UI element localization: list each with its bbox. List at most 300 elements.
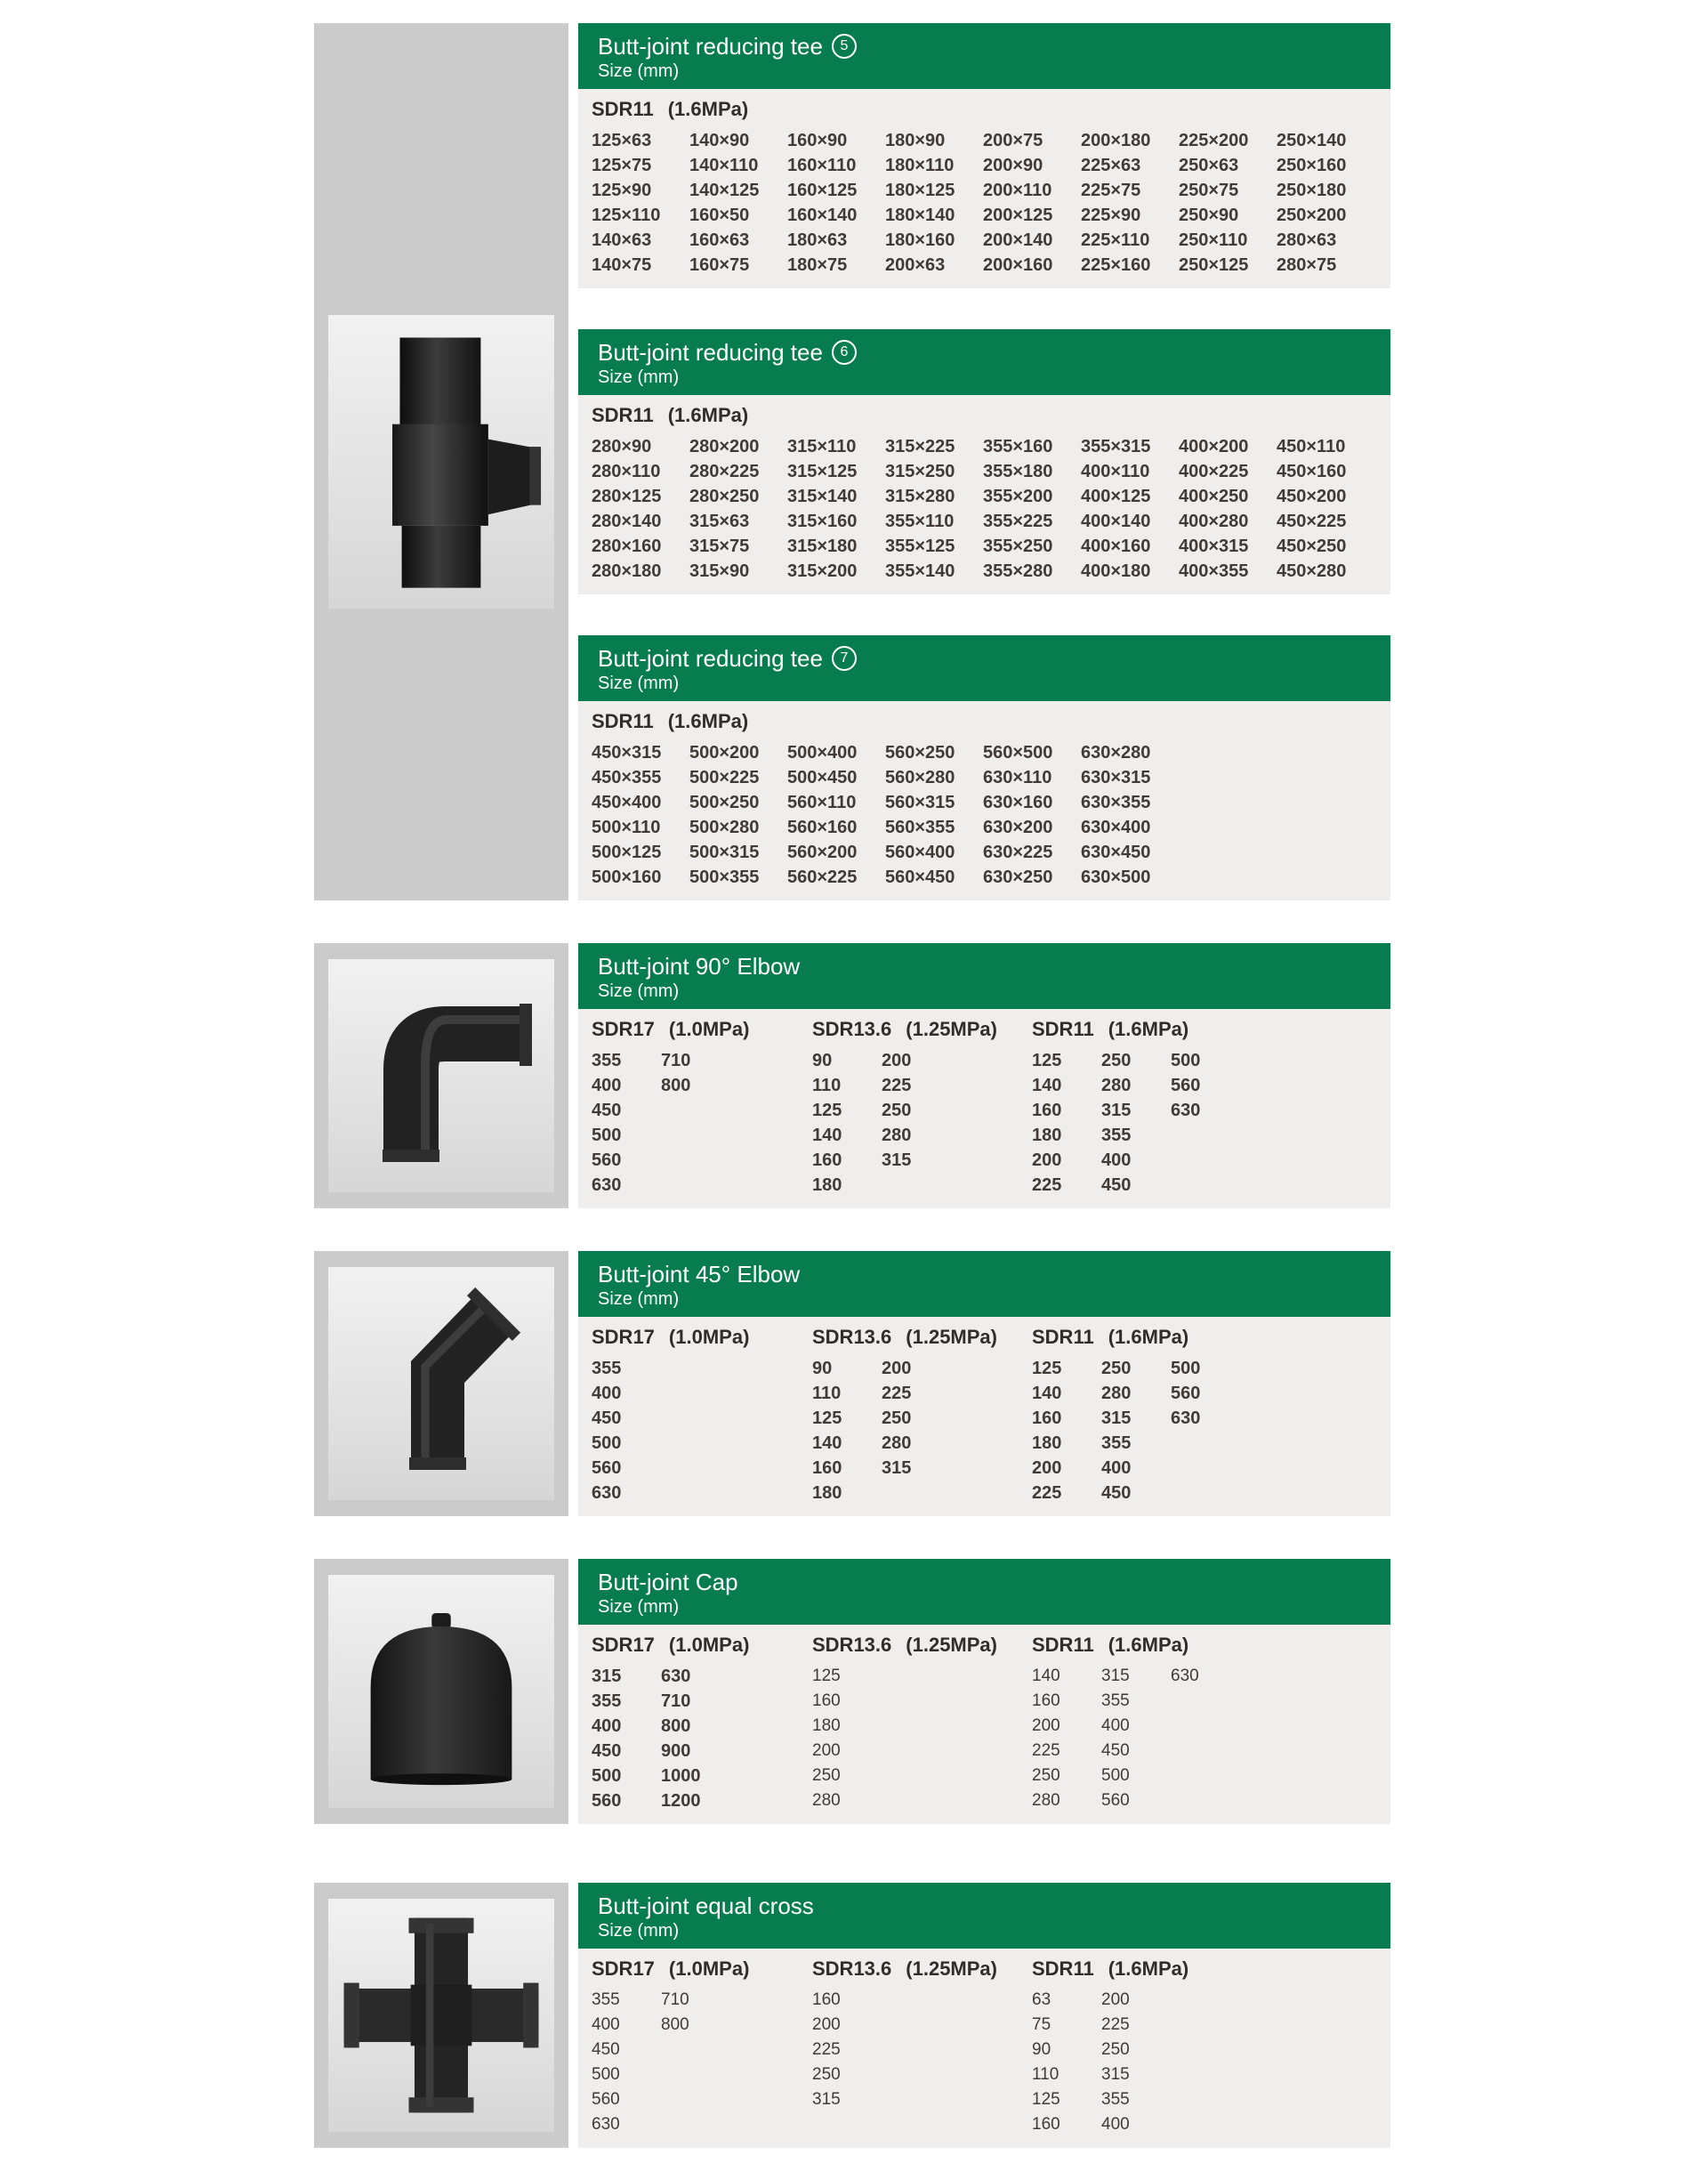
- spec-pressure: (1.6MPa): [667, 710, 749, 732]
- size-value: 140×90: [689, 131, 750, 150]
- size-value: 710: [661, 1691, 691, 1711]
- size-value: 1200: [661, 1791, 701, 1811]
- circled-number-badge: 7: [832, 646, 857, 671]
- product-photo-frame: [328, 959, 554, 1192]
- size-unit-label: Size (mm): [598, 981, 680, 1001]
- size-value: 160: [1032, 1101, 1062, 1120]
- size-value: 400×355: [1179, 561, 1249, 581]
- product-section: [578, 1559, 1390, 1824]
- size-value: 400×315: [1179, 537, 1249, 556]
- section-header: [578, 1251, 1390, 1317]
- size-value: 355×110: [885, 512, 955, 531]
- size-value: 450×250: [1277, 537, 1347, 556]
- size-value: 355×225: [983, 512, 1053, 531]
- size-value: 90: [1032, 2040, 1051, 2059]
- size-value: 500: [1171, 1359, 1201, 1378]
- spec-pressure: (1.6MPa): [667, 98, 749, 120]
- size-value: 63: [1032, 1990, 1051, 2009]
- size-column: [1032, 1988, 1101, 2137]
- size-value: 630×355: [1081, 793, 1151, 812]
- size-value: 180: [1032, 1126, 1062, 1145]
- size-value: 560: [592, 1458, 622, 1478]
- spec-name: SDR17: [592, 1957, 655, 1980]
- size-value: 200×75: [983, 131, 1043, 150]
- size-value: 160: [1032, 2115, 1060, 2134]
- size-value: 450×200: [1277, 487, 1347, 506]
- spec-group: [1032, 1632, 1390, 1813]
- size-value: 250: [812, 2065, 841, 2084]
- reducing-tee-illustration: [336, 330, 546, 593]
- size-unit-label: Size (mm): [598, 1289, 680, 1309]
- size-value: 250×110: [1179, 230, 1248, 250]
- size-value: 500: [592, 1126, 622, 1145]
- size-value: 560: [592, 2090, 620, 2109]
- size-value: 450×160: [1277, 462, 1347, 481]
- size-value: 280: [882, 1433, 912, 1453]
- size-value: 225: [882, 1384, 912, 1403]
- section-header: [578, 1883, 1390, 1949]
- size-value: 355: [592, 1051, 622, 1070]
- elbow-90-illustration: [339, 973, 544, 1178]
- size-column: [1179, 128, 1277, 278]
- size-value: 140×75: [592, 255, 652, 275]
- size-value: 630×225: [983, 843, 1053, 862]
- size-value: 630×450: [1081, 843, 1151, 862]
- size-value: 160: [812, 1691, 841, 1710]
- size-value: 630×200: [983, 818, 1053, 837]
- size-value: 140×110: [689, 156, 759, 175]
- product-group: [314, 23, 1708, 900]
- size-value: 315: [812, 2090, 841, 2109]
- size-value: 560×200: [787, 843, 858, 862]
- size-value: 500×110: [592, 818, 661, 837]
- size-value: 500×250: [689, 793, 760, 812]
- size-table: [578, 395, 1390, 594]
- spec-name: SDR11: [1032, 1957, 1094, 1980]
- section-header: [578, 635, 1390, 701]
- size-value: 500: [592, 1433, 622, 1453]
- spec-pressure: (1.6MPa): [1108, 1326, 1189, 1348]
- size-value: 250: [882, 1408, 912, 1428]
- size-value: 315×90: [689, 561, 750, 581]
- size-value: 125: [1032, 1359, 1062, 1378]
- size-value: 315×225: [885, 437, 955, 456]
- size-value: 200: [1032, 1150, 1062, 1170]
- size-value: 180×110: [885, 156, 955, 175]
- size-column: [1179, 434, 1277, 584]
- size-value: 500×355: [689, 868, 760, 887]
- section-title: Butt-joint 90° Elbow: [598, 953, 801, 980]
- size-value: 125×63: [592, 131, 652, 150]
- size-unit-label: Size (mm): [598, 1597, 680, 1617]
- size-value: 560: [592, 1150, 622, 1170]
- size-value: 400: [1101, 1150, 1132, 1170]
- size-value: 560×450: [885, 868, 955, 887]
- size-value: 90: [812, 1359, 833, 1378]
- size-value: 450×280: [1277, 561, 1347, 581]
- size-column: [1081, 434, 1179, 584]
- size-value: 315: [882, 1150, 912, 1170]
- size-value: 280: [812, 1791, 841, 1810]
- size-value: 225×200: [1179, 131, 1249, 150]
- spec-header: [1032, 1016, 1390, 1043]
- size-value: 500×125: [592, 843, 662, 862]
- spec-pressure: (1.25MPa): [906, 1326, 997, 1348]
- size-value: 315×250: [885, 462, 955, 481]
- size-unit-label: Size (mm): [598, 674, 680, 693]
- size-column: [1032, 1664, 1101, 1813]
- size-value: 450×400: [592, 793, 662, 812]
- size-value: 250×63: [1179, 156, 1239, 175]
- size-column: [983, 434, 1081, 584]
- size-value: 250: [1101, 1051, 1132, 1070]
- size-value: 355×200: [983, 487, 1053, 506]
- size-value: 315: [592, 1667, 622, 1686]
- size-value: 225: [1032, 1483, 1062, 1503]
- size-value: 225×90: [1081, 206, 1141, 225]
- size-value: 630: [1171, 1408, 1201, 1428]
- size-value: 315×140: [787, 487, 858, 506]
- size-value: 500: [592, 1766, 622, 1786]
- size-value: 400×160: [1081, 537, 1151, 556]
- size-column: [592, 434, 689, 584]
- size-value: 125: [1032, 1051, 1062, 1070]
- size-value: 250×125: [1179, 255, 1249, 275]
- size-value: 560×160: [787, 818, 858, 837]
- equal-cross-photo: [314, 1883, 568, 2148]
- size-value: 250: [1101, 1359, 1132, 1378]
- size-value: 450: [592, 1408, 622, 1428]
- spec-group: [1032, 1016, 1390, 1198]
- size-value: 110: [812, 1384, 842, 1403]
- section-title: Butt-joint 45° Elbow: [598, 1261, 801, 1287]
- product-section: [578, 329, 1390, 594]
- size-column: [1032, 1048, 1101, 1198]
- size-column: [661, 1664, 730, 1813]
- spec-header: [592, 1632, 812, 1659]
- size-value: 500×160: [592, 868, 662, 887]
- size-value: 450×110: [1277, 437, 1346, 456]
- size-value: 630: [592, 1483, 622, 1503]
- spec-name: SDR13.6: [812, 1018, 892, 1040]
- size-column: [1171, 1048, 1240, 1198]
- size-value: 400: [1101, 2115, 1130, 2134]
- size-value: 140×63: [592, 230, 652, 250]
- size-table: [578, 1625, 1390, 1824]
- size-value: 250×90: [1179, 206, 1239, 225]
- size-value: 710: [661, 1990, 689, 2009]
- size-value: 500: [592, 2065, 620, 2084]
- size-value: 1000: [661, 1766, 701, 1786]
- spec-pressure: (1.6MPa): [1108, 1634, 1189, 1656]
- spec-group: [812, 1016, 1032, 1198]
- size-value: 355×315: [1081, 437, 1151, 456]
- reducing-tee-photo: [314, 23, 568, 900]
- spec-header: [1032, 1632, 1390, 1659]
- size-value: 250: [1032, 1766, 1060, 1785]
- size-value: 280: [1101, 1384, 1132, 1403]
- size-value: 200×180: [1081, 131, 1151, 150]
- size-column: [787, 740, 885, 890]
- size-value: 160×140: [787, 206, 858, 225]
- size-column: [592, 740, 689, 890]
- size-value: 450×355: [592, 768, 662, 787]
- size-value: 75: [1032, 2015, 1051, 2034]
- size-column: [983, 740, 1081, 890]
- size-value: 140×125: [689, 181, 760, 200]
- size-value: 630×160: [983, 793, 1053, 812]
- size-table: [578, 1317, 1390, 1516]
- size-value: 250: [1101, 2040, 1130, 2059]
- product-section: [578, 1251, 1390, 1516]
- spec-pressure: (1.6MPa): [667, 404, 749, 426]
- product-section: [578, 943, 1390, 1208]
- spec-header: [1032, 1324, 1390, 1351]
- cap-photo: [314, 1559, 568, 1824]
- size-value: 400×140: [1081, 512, 1151, 531]
- size-column: [1032, 1356, 1101, 1505]
- size-value: 110: [1032, 2065, 1059, 2084]
- size-value: 200: [1101, 1990, 1130, 2009]
- size-value: 315×180: [787, 537, 858, 556]
- spec-name: SDR11: [1032, 1326, 1094, 1348]
- size-value: 200: [882, 1051, 912, 1070]
- size-value: 250: [882, 1101, 912, 1120]
- size-value: 630×315: [1081, 768, 1151, 787]
- size-value: 355: [1101, 1691, 1130, 1710]
- size-value: 180×90: [885, 131, 946, 150]
- size-value: 630×400: [1081, 818, 1151, 837]
- size-column: [1081, 128, 1179, 278]
- size-value: 400: [592, 1076, 622, 1095]
- size-value: 630: [1171, 1667, 1199, 1685]
- size-value: 315: [1101, 1667, 1130, 1685]
- size-value: 200: [1032, 1458, 1062, 1478]
- size-value: 450: [592, 2040, 620, 2059]
- size-value: 225: [1032, 1741, 1060, 1760]
- size-value: 450×225: [1277, 512, 1347, 531]
- size-column: [592, 1048, 661, 1198]
- size-value: 200×63: [885, 255, 946, 275]
- size-value: 280×160: [592, 537, 662, 556]
- section-header: [578, 943, 1390, 1009]
- spec-name: SDR11: [592, 404, 654, 426]
- size-value: 355×140: [885, 561, 955, 581]
- size-value: 280×200: [689, 437, 760, 456]
- size-value: 180×63: [787, 230, 848, 250]
- size-value: 355: [592, 1691, 622, 1711]
- spec-header: [812, 1016, 1032, 1043]
- size-value: 500×225: [689, 768, 760, 787]
- spec-group: [592, 1632, 812, 1813]
- size-table: [578, 89, 1390, 288]
- size-value: 355×125: [885, 537, 955, 556]
- spec-group: [592, 1956, 812, 2137]
- size-value: 250×200: [1277, 206, 1347, 225]
- size-value: 180: [812, 1716, 841, 1735]
- size-value: 560×315: [885, 793, 955, 812]
- size-value: 500: [1171, 1051, 1201, 1070]
- spec-header: [592, 1324, 812, 1351]
- section-header: [578, 23, 1390, 89]
- size-value: 200: [1032, 1716, 1060, 1735]
- size-value: 400: [592, 1384, 622, 1403]
- spec-name: SDR13.6: [812, 1957, 892, 1980]
- elbow-45-illustration: [339, 1281, 544, 1486]
- size-value: 225×75: [1081, 181, 1141, 200]
- size-value: 630×250: [983, 868, 1053, 887]
- size-column: [1101, 1664, 1171, 1813]
- size-column: [1101, 1356, 1171, 1505]
- size-value: 315×125: [787, 462, 858, 481]
- size-value: 160×50: [689, 206, 750, 225]
- size-column: [661, 1048, 730, 1198]
- size-value: 800: [661, 1716, 691, 1736]
- spec-header: [1032, 1956, 1390, 1982]
- product-group: [314, 1251, 1708, 1516]
- spec-header: [592, 96, 1390, 123]
- size-value: 160: [812, 1458, 842, 1478]
- size-value: 140: [1032, 1667, 1060, 1685]
- size-value: 280: [1101, 1076, 1132, 1095]
- size-column: [1081, 740, 1179, 890]
- size-value: 630×110: [983, 768, 1052, 787]
- size-column: [812, 1664, 882, 1813]
- section-title: Butt-joint Cap: [598, 1569, 738, 1595]
- spec-pressure: (1.0MPa): [668, 1634, 750, 1656]
- size-value: 710: [661, 1051, 691, 1070]
- size-value: 315×110: [787, 437, 857, 456]
- size-value: 200×110: [983, 181, 1052, 200]
- size-value: 225: [812, 2040, 841, 2059]
- size-value: 400: [592, 1716, 622, 1736]
- size-value: 140: [1032, 1076, 1062, 1095]
- size-column: [592, 1988, 661, 2137]
- size-value: 630×500: [1081, 868, 1151, 887]
- size-value: 280×110: [592, 462, 661, 481]
- spec-name: SDR11: [592, 710, 654, 732]
- size-value: 200×90: [983, 156, 1043, 175]
- size-value: 315: [1101, 1101, 1132, 1120]
- spec-pressure: (1.0MPa): [668, 1018, 750, 1040]
- size-value: 630×280: [1081, 743, 1151, 763]
- size-column: [592, 128, 689, 278]
- size-table: [578, 1009, 1390, 1208]
- size-value: 450: [592, 1101, 622, 1120]
- size-column: [592, 1664, 661, 1813]
- size-value: 450: [1101, 1741, 1130, 1760]
- elbow-45-photo: [314, 1251, 568, 1516]
- size-value: 400: [1101, 1716, 1130, 1735]
- size-value: 225: [1032, 1175, 1062, 1195]
- size-value: 160: [812, 1990, 841, 2009]
- size-value: 180×140: [885, 206, 955, 225]
- size-value: 180×125: [885, 181, 955, 200]
- size-value: 280×250: [689, 487, 760, 506]
- size-value: 160×110: [787, 156, 857, 175]
- size-column: [689, 128, 787, 278]
- size-value: 280×75: [1277, 255, 1337, 275]
- spec-header: [812, 1956, 1032, 1982]
- spec-group: [812, 1632, 1032, 1813]
- spec-header: [812, 1324, 1032, 1351]
- size-value: 355×250: [983, 537, 1053, 556]
- circled-number-badge: 5: [832, 34, 857, 59]
- size-column: [812, 1988, 882, 2112]
- size-column: [1101, 1988, 1171, 2137]
- size-value: 400×225: [1179, 462, 1249, 481]
- size-value: 315×200: [787, 561, 858, 581]
- size-value: 400×180: [1081, 561, 1151, 581]
- size-column: [885, 434, 983, 584]
- size-value: 280×63: [1277, 230, 1337, 250]
- size-value: 160: [812, 1150, 842, 1170]
- size-value: 140: [1032, 1384, 1062, 1403]
- size-value: 500×315: [689, 843, 760, 862]
- size-table: [578, 701, 1390, 900]
- product-section: [578, 1883, 1390, 2148]
- size-value: 315: [882, 1458, 912, 1478]
- size-value: 180×75: [787, 255, 848, 275]
- spec-group: [1032, 1324, 1390, 1505]
- size-value: 280×90: [592, 437, 652, 456]
- cap-illustration: [336, 1595, 546, 1788]
- size-value: 125: [812, 1667, 841, 1685]
- equal-cross-illustration: [336, 1909, 546, 2122]
- size-value: 560: [1171, 1076, 1201, 1095]
- size-value: 355: [1101, 2090, 1130, 2109]
- spec-header: [592, 1956, 812, 1982]
- size-value: 160: [1032, 1691, 1060, 1710]
- size-value: 280×125: [592, 487, 662, 506]
- spec-pressure: (1.6MPa): [1108, 1957, 1189, 1980]
- size-value: 400×280: [1179, 512, 1249, 531]
- spec-header: [592, 1016, 812, 1043]
- size-value: 630: [592, 1175, 622, 1195]
- size-value: 125×110: [592, 206, 661, 225]
- size-value: 160×90: [787, 131, 848, 150]
- size-value: 400×125: [1081, 487, 1151, 506]
- size-value: 280×180: [592, 561, 662, 581]
- size-value: 110: [812, 1076, 842, 1095]
- size-value: 400: [1101, 1458, 1132, 1478]
- size-value: 500×200: [689, 743, 760, 763]
- size-value: 225: [882, 1076, 912, 1095]
- size-value: 400×200: [1179, 437, 1249, 456]
- spec-name: SDR13.6: [812, 1326, 892, 1348]
- size-column: [689, 740, 787, 890]
- size-value: 560: [1101, 1791, 1130, 1810]
- spec-name: SDR17: [592, 1326, 655, 1348]
- size-value: 125×90: [592, 181, 652, 200]
- size-value: 500×280: [689, 818, 760, 837]
- size-value: 225×160: [1081, 255, 1151, 275]
- spec-name: SDR11: [1032, 1634, 1094, 1656]
- size-value: 280×140: [592, 512, 662, 531]
- size-value: 315: [1101, 2065, 1130, 2084]
- size-value: 500: [1101, 1766, 1130, 1785]
- size-value: 560×110: [787, 793, 857, 812]
- spec-pressure: (1.25MPa): [906, 1018, 997, 1040]
- size-value: 160: [1032, 1408, 1062, 1428]
- size-value: 125: [812, 1101, 842, 1120]
- spec-pressure: (1.0MPa): [668, 1326, 750, 1348]
- size-value: 400: [592, 2015, 620, 2034]
- product-group: [314, 943, 1708, 1208]
- size-value: 200×125: [983, 206, 1053, 225]
- size-value: 315×63: [689, 512, 750, 531]
- spec-pressure: (1.6MPa): [1108, 1018, 1189, 1040]
